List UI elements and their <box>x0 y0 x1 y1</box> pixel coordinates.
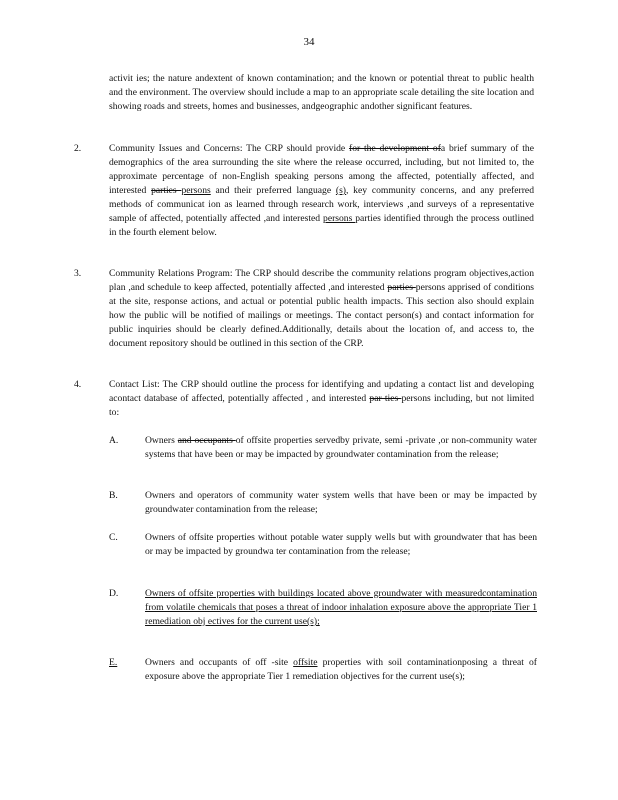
inserted-text: (s) <box>335 185 346 196</box>
sub-item-body <box>145 656 537 684</box>
deleted-text: par ties <box>369 393 402 404</box>
sub-item-d <box>109 587 537 629</box>
sub-item-letter: E. <box>109 657 118 668</box>
text-run: properties with soil contaminationposing a threat of exposure above the appropriate Tier 1 remediation objectives for the current use(s); <box>145 657 537 682</box>
text-run: persons apprised of conditions at the site, response actions, and actual or potential public health impacts. This section also should explain how the public will be notified of mailings or meetings. The contact person(s) and contact information for public inquiries should be clearly defined.Additionally, details about the location of, and access to, the document repository should be outlined in this section of the CRP. <box>109 282 534 349</box>
sub-item-letter: C. <box>109 532 118 543</box>
text-run: , key community concerns, and any preferred methods of communicat ion as learned through research work, interviews ,and surveys of a representative sample of affected, potentially affected ,and interested <box>109 185 534 224</box>
text-run: and their preferred language <box>210 185 336 196</box>
text-run: a brief summary of the demographics of the area surrounding the site where the release occurred, including, but not limited to, the approximate percentage of non-English speaking persons among the affected, potentially affected, and interested <box>109 143 534 196</box>
deleted-text: parties <box>387 282 416 293</box>
page-number: 34 <box>303 36 315 48</box>
text-run: Owners of offsite properties without potable water supply wells but with groundwater that has been or may be impacted by groundwa ter contamination from the release; <box>145 532 537 557</box>
sub-item-body <box>145 531 537 559</box>
intro-paragraph: activit ies; the nature andextent of known contamination; and the known or potential threat to public health and the environment. The overview should include a map to an appropriate scale detailing the site location and showing roads and streets, homes and businesses, andgeographic andother significant features. <box>109 73 535 112</box>
text-run: Community Issues and Concerns: The CRP should provide <box>109 143 350 154</box>
list-item-4 <box>74 378 534 420</box>
text-run: Owners and occupants of off -site <box>145 657 294 668</box>
inserted-text: offsite <box>293 657 318 668</box>
list-item-3 <box>74 267 534 351</box>
text-run: Contact List: The CRP should outline the process for identifying and updating a contact list and developing acontact database of affected, potentially affected , and interested <box>109 379 534 404</box>
sub-item-b <box>109 489 537 517</box>
item-number: 3. <box>74 268 82 279</box>
deleted-text: for the development of <box>349 143 441 154</box>
text-run: Owners and operators of community water system wells that have been or may be impacted by groundwater contamination from the release; <box>145 490 537 515</box>
sub-item-c <box>109 531 537 559</box>
text-run: parties <box>355 213 381 224</box>
list-item-2 <box>74 142 534 240</box>
text-run: identified through the process outlined in the fourth element below. <box>109 213 534 238</box>
deleted-text: and occupants <box>177 435 236 446</box>
sub-item-body <box>145 587 537 629</box>
sub-item-body <box>145 489 537 517</box>
item-number: 2. <box>74 143 82 154</box>
text-run: of offsite properties servedby private, semi -private ,or non-community water systems that have been or may be impacted by groundwater contamination from the release; <box>145 435 538 460</box>
text-run: persons including, but not limited to: <box>109 393 534 418</box>
sub-item-letter: D. <box>109 588 119 599</box>
text-run: Community Relations Program: The CRP should describe the community relations program objectives,action plan ,and schedule to keep affected, potentially affected ,and interested <box>109 268 534 293</box>
sub-item-e <box>109 656 537 684</box>
item-body <box>109 142 534 240</box>
item-body <box>109 267 534 351</box>
text-run: Owners <box>145 435 178 446</box>
sub-item-body <box>145 434 537 462</box>
item-body <box>109 378 534 420</box>
item-number: 4. <box>74 379 82 390</box>
inserted-text: Owners of offsite properties with buildings located above groundwater with measuredcontamination from volatile chemicals that poses a threat of indoor inhalation exposure above the appropriate Tier 1 remediation obj ectives for the current use(s); <box>145 588 537 627</box>
sub-item-letter: A. <box>109 435 119 446</box>
deleted-text: parties <box>151 185 182 196</box>
inserted-text: persons <box>323 213 356 224</box>
sub-item-a <box>109 434 537 462</box>
inserted-text: persons <box>181 185 211 196</box>
sub-item-letter: B. <box>109 490 118 501</box>
